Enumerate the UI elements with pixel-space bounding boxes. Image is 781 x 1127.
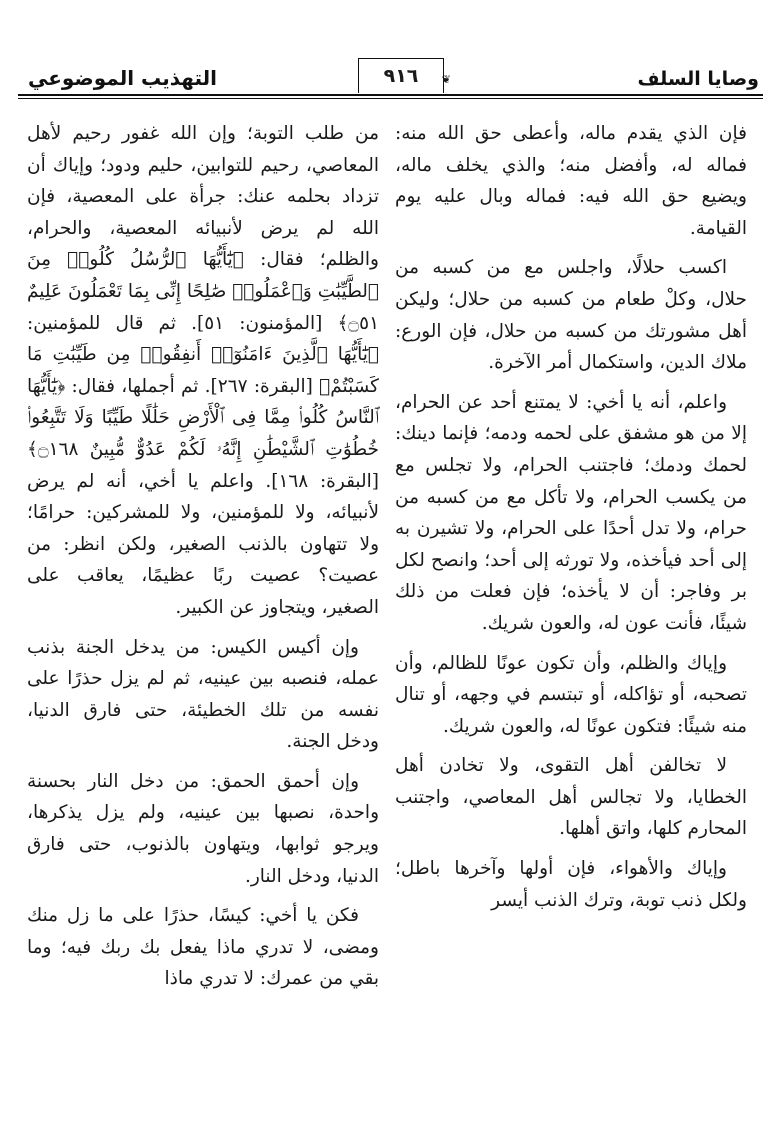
- left-column: [27, 118, 379, 1003]
- header-rule: [18, 94, 763, 96]
- page-header: [18, 58, 763, 102]
- paragraph: فكن يا أخي: كيسًا، حذرًا على ما زل منك ومضى، لا تدري ماذا يفعل بك ربك فيه؛ وما بقي من عمرك: لا تدري ماذا: [27, 905, 379, 990]
- running-title: وصايا السلف: [637, 68, 759, 90]
- page-number-text: ٩١٦: [383, 65, 419, 87]
- paragraph: وإياك والأهواء، فإن أولها وآخرها باطل؛ ولكل ذنب توبة، وترك الذنب أيسر: [395, 858, 747, 911]
- header-rule-thin: [18, 98, 763, 99]
- ornament-icon: ❦: [441, 73, 451, 86]
- paragraph: وإياك والظلم، وأن تكون عونًا للظالم، وأن تصحبه، أو تؤاكله، أو تبتسم في وجهه، أو تنال منه شيئًا: فتكون عونًا له، والعون شريك.: [395, 652, 747, 737]
- right-column: [395, 118, 747, 924]
- page-number: [358, 58, 451, 93]
- paragraph: من طلب التوبة؛ وإن الله غفور رحيم لأهل المعاصي، رحيم للتوابين، حليم ودود؛ وإياك أن تزداد بحلمه عنك: جرأة على المعصية، فإن الله لم يرض لأنبيائه المعصية، والحرام، والظلم؛ فقال: ﴿يَٰٓأَيُّهَا ٱلرُّسُلُ كُلُوا۟ مِنَ ٱلطَّيِّبَٰتِ وَٱعْمَلُوا۟ صَٰلِحًا إِنِّى بِمَا تَعْمَلُونَ عَلِيمٌ ۝٥١﴾ [المؤمنون: ٥١]. ثم قال للمؤمنين: ﴿يَٰٓأَيُّهَا ٱلَّذِينَ ءَامَنُوٓا۟ أَنفِقُوا۟ مِن طَيِّبَٰتِ مَا كَسَبْتُمْ﴾ [البقرة: ٢٦٧]. ثم أجملها، فقال: ﴿يَٰٓأَيُّهَا ٱلنَّاسُ كُلُوا۟ مِمَّا فِى ٱلْأَرْضِ حَلَٰلًا طَيِّبًا وَلَا تَتَّبِعُوا۟ خُطُوَٰتِ ٱلشَّيْطَٰنِ إِنَّهُۥ لَكُمْ عَدُوٌّ مُّبِينٌ ۝١٦٨﴾ [البقرة: ١٦٨]. واعلم يا أخي، أنه لم يرض لأنبيائه، ولا للمؤمنين، ولا للمشركين: حرامًا؛ ولا تتهاون بالذنب الصغير، ولكن انظر: من عصيت؟ عصيت ربًا عظيمًا، يعاقب على الصغير، ويتجاوز عن الكبير.: [27, 123, 380, 618]
- paragraph: اكسب حلالًا، واجلس مع من كسبه من حلال، وكلْ طعام من كسبه من حلال؛ وليكن أهل مشورتك من كسبه من حلال، فإن الورع: ملاك الدين، واستكمال أمر الآخرة.: [395, 257, 747, 374]
- paragraph: واعلم، أنه يا أخي: لا يمتنع أحد عن الحرام، إلا من هو مشفق على لحمه ودمه؛ فإنما دينك: لحمك ودمك؛ فاجتنب الحرام، ولا تجلس مع من يكسب الحرام، ولا تأكل مع من كسبه من حرام، ولا تدل أحدًا على الحرام، ولا تشيرن به إلى أحد فيأخذه، ولا تورثه إلى أحد؛ وانصح لكل بر وفاجر: أن لا يأخذه؛ فإن فعلت من ذلك شيئًا، فأنت عون له، والعون شريك.: [395, 391, 747, 634]
- paragraph: لا تخالفن أهل التقوى، ولا تخادن أهل الخطايا، ولا تجالس أهل المعاصي، واجتنب المحارم كلها، واتق أهلها.: [395, 755, 747, 840]
- paragraph: فإن الذي يقدم ماله، وأعطى حق الله منه: فماله له، وأفضل منه؛ والذي يخلف ماله، ويضيع حق الله فيه: فماله وبال عليه يوم القيامة.: [395, 123, 747, 239]
- paragraph: وإن أحمق الحمق: من دخل النار بحسنة واحدة، نصبها بين عينيه، ولم يزل يذكرها، ويرجو ثوابها، ويتهاون بالذنوب، حتى فارق الدنيا، ودخل النار.: [27, 770, 379, 887]
- paragraph: وإن أكيس الكيس: من يدخل الجنة بذنب عمله، فنصبه بين عينيه، ثم لم يزل حذرًا على نفسه من تلك الخطيئة، حتى فارق الدنيا، ودخل الجنة.: [27, 636, 379, 753]
- book-title: التهذيب الموضوعي: [28, 66, 218, 90]
